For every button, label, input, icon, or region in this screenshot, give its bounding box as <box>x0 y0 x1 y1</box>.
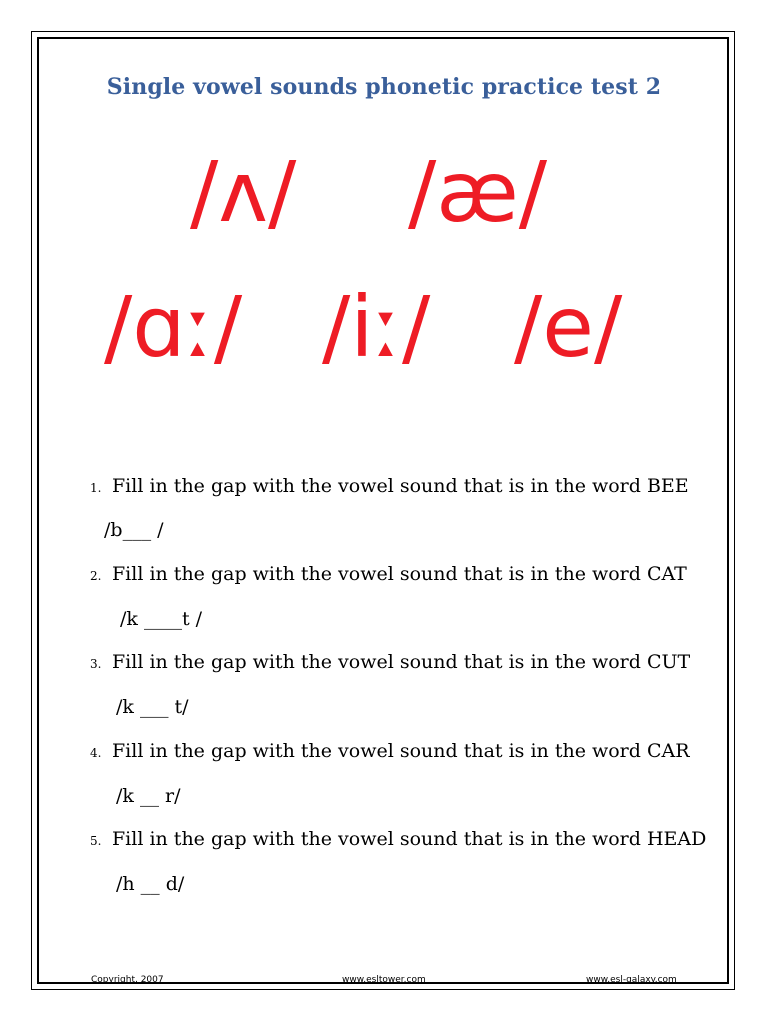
answer-gap: /b___ / <box>104 519 164 541</box>
phonetic-symbol: /iː/ <box>322 278 431 376</box>
page-title: Single vowel sounds phonetic practice test 2 <box>106 74 662 100</box>
question-text: Fill in the gap with the vowel sound that is in the word CAR <box>112 740 690 762</box>
question-number: 5. <box>90 834 102 848</box>
phonetic-symbol: /e/ <box>514 278 623 376</box>
question-text: Fill in the gap with the vowel sound that is in the word CUT <box>112 651 691 673</box>
question-number: 2. <box>90 569 102 583</box>
phonetic-symbol: /ɑː/ <box>104 278 243 376</box>
answer-gap: /k __ r/ <box>116 785 181 807</box>
phonetic-symbol: /æ/ <box>408 143 548 241</box>
answer-gap: /k ____t / <box>120 608 203 630</box>
question-item <box>90 740 690 762</box>
question-number: 4. <box>90 746 102 760</box>
question-text: Fill in the gap with the vowel sound that is in the word BEE <box>112 475 689 497</box>
footer-link-eslgalaxy[interactable]: www.esl-galaxy.com <box>586 975 677 985</box>
question-item <box>90 828 706 850</box>
question-number: 3. <box>90 657 102 671</box>
question-item <box>90 563 687 585</box>
question-number: 1. <box>90 481 102 495</box>
footer-link-esltower[interactable]: www.esltower.com <box>342 975 426 985</box>
answer-gap: /k ___ t/ <box>116 696 189 718</box>
phonetic-symbol: /ʌ/ <box>190 143 297 241</box>
footer-copyright: Copyright, 2007 <box>91 975 164 985</box>
answer-gap: /h __ d/ <box>116 873 185 895</box>
question-text: Fill in the gap with the vowel sound that is in the word CAT <box>112 563 687 585</box>
question-item <box>90 651 690 673</box>
question-text: Fill in the gap with the vowel sound that is in the word HEAD <box>112 828 707 850</box>
question-item <box>90 475 689 497</box>
